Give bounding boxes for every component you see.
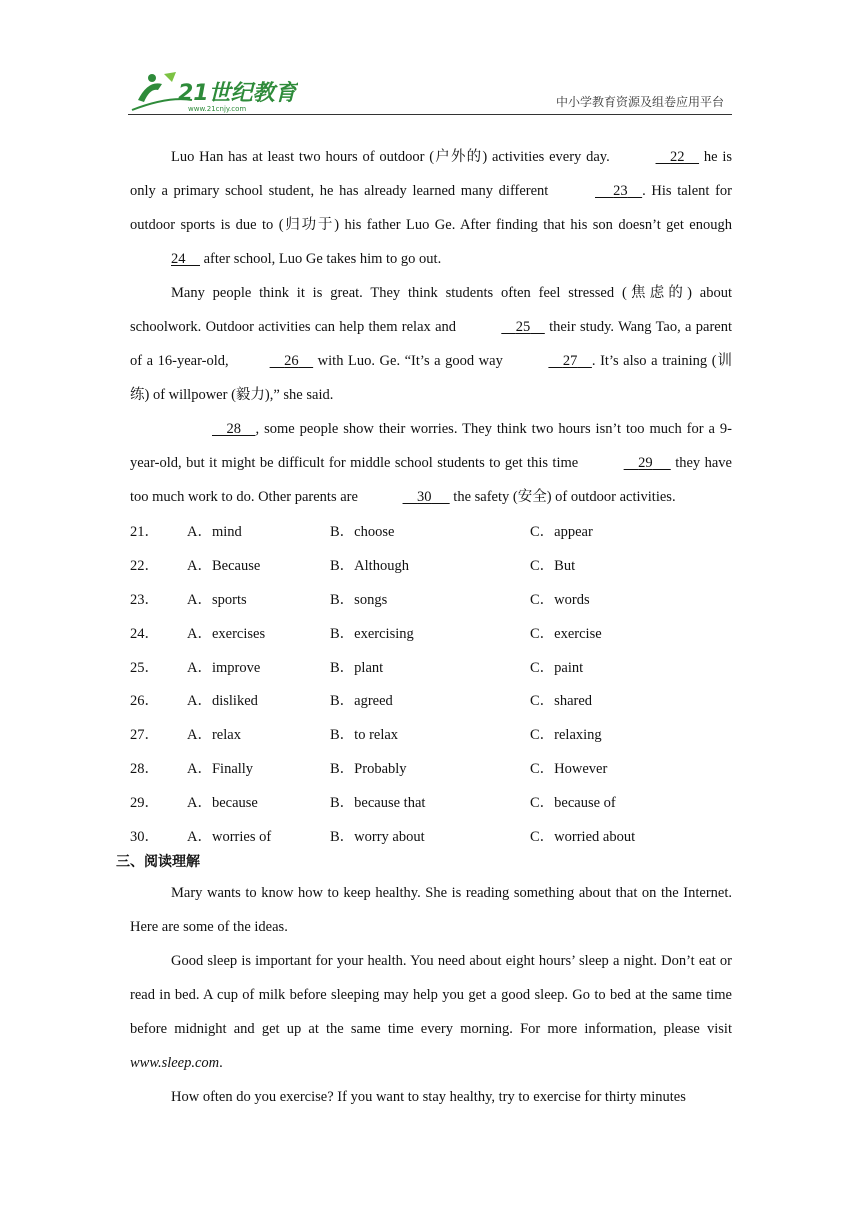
page-header bbox=[128, 66, 732, 115]
blank-25: 25 bbox=[515, 319, 531, 335]
blank-23: 23 bbox=[613, 183, 628, 199]
question-row: 22． A．Because B．Although C．But bbox=[130, 558, 576, 575]
blank-22: 22 bbox=[670, 149, 685, 165]
blank-26: 26 bbox=[284, 353, 299, 369]
blank-24: 24 bbox=[171, 251, 186, 267]
platform-name: 中小学教育资源及组卷应用平台 bbox=[555, 95, 724, 109]
question-row: 25． A．improve B．plant C．paint bbox=[130, 659, 584, 676]
document-body bbox=[116, 140, 732, 1114]
blank-27: 27 bbox=[562, 353, 578, 369]
logo-21cnjy bbox=[128, 70, 298, 114]
passage-paragraph-2: Many people think it is great. They think students often feel stressed (焦虑的) about schoolwork. Outdoor activities can help them relax and 25 their study. Wang Tao, a parent of a 16-year-old, 26 with Luo. Ge. “It’s a good way 27 . It’s also a training (训练) of willpower (毅力),” she said. bbox=[130, 285, 732, 403]
blank-29: 29 bbox=[638, 455, 653, 471]
reading-paragraph-2: Good sleep is important for your health. You need about eight hours’ sleep a night. Don’t eat or read in bed. A cup of milk before sleeping may help you get a good sleep. Go to bed at the same time before midnight and get up at the same time every morning. For more information, please visit www.sleep.com. bbox=[130, 952, 732, 1071]
question-row: 23． A．sports B．songs C．words bbox=[130, 591, 590, 608]
question-row: 26． A．disliked B．agreed C．shared bbox=[130, 693, 593, 710]
question-row: 28． A．Finally B．Probably C．However bbox=[130, 760, 608, 777]
passage-paragraph-1: Luo Han has at least two hours of outdoor (户外的) activities every day. 22 he is only a primary school student, he has already learned many different 23 . His talent for outdoor sports is due to (归功于) his father Luo Ge. After finding that his son doesn’t get enough 24 after school, Luo Ge takes him to go out. bbox=[130, 140, 732, 276]
question-row: 27． A．relax B．to relax C．relaxing bbox=[130, 727, 602, 744]
question-row: 21． A．mind B．choose C．appear bbox=[130, 524, 593, 541]
blank-28: 28 bbox=[226, 421, 241, 437]
question-row: 24． A．exercises B．exercising C．exercise bbox=[130, 625, 602, 642]
reading-paragraph-1: Mary wants to know how to keep healthy. She is reading something about that on the Internet. Here are some of the ideas. bbox=[130, 884, 732, 935]
logo-sub: www.21cnjy.com bbox=[188, 105, 247, 113]
sleep-url-link[interactable]: www.sleep.com bbox=[130, 1054, 220, 1071]
reading-paragraph-3: How often do you exercise? If you want to stay healthy, try to exercise for thirty minutes bbox=[171, 1088, 686, 1105]
passage-paragraph-3: 28 , some people show their worries. They think two hours isn’t too much for a 9-year-old, but it might be difficult for middle school students to get this time 29 they have too much work to do. Other parents are 30 the safety (安全) of outdoor activities. bbox=[130, 412, 732, 514]
blank-30: 30 bbox=[417, 489, 432, 505]
logo-text: 21世纪教育 bbox=[178, 81, 297, 106]
question-row: 29． A．because B．because that C．because of bbox=[130, 794, 616, 811]
question-list bbox=[130, 514, 732, 852]
section-heading-reading: 三、阅读理解 bbox=[116, 853, 200, 870]
question-row: 30． A．worries of B．worry about C．worried about bbox=[130, 828, 636, 845]
